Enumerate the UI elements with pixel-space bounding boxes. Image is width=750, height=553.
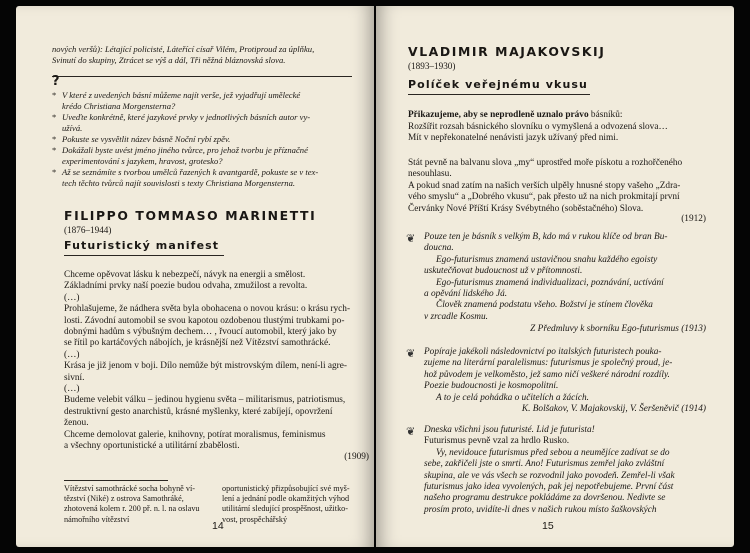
question-mark-icon: ? (52, 74, 60, 89)
author-name: VLADIMIR MAJAKOVSKIJ (408, 44, 606, 59)
author-name: FILIPPO TOMMASO MARINETTI (64, 208, 317, 223)
manifest-body-a: Rozšířit rozsah básnického slovníku o vymyšlená a odvozená slova… Mít v nepřekonatelné nenávisti jazyk užívaný před nimi. (408, 122, 668, 144)
quote-block-3: Dneska všichni jsou futuristé. Lid je futurista! Futurismus pevně vzal za hrdlo Rusko. Vy, nevidouce futurismus před sebou a neumějíce zadívat se do sebe, zakřičeli jste o smrti. Ano! Futurismus zemřel jako zvláštní skupina, ale ve vás všech se rozvodnil jako povodeň. Zemřel-li však futurismus jako idea vyvolených, pak jej nepotřebujeme. První část našeho programu destrukce pokládáme za dovršenou. Nedivte se prosím proto, uvidíte-li dnes v našich rukou místo šaškovských (424, 425, 675, 515)
right-page (376, 6, 734, 547)
left-page (16, 6, 374, 547)
footnote-divider (64, 480, 168, 481)
fleuron-icon: ❦ (406, 233, 416, 245)
question-item: * Až se seznámíte s tvorbou umělců řazených k avantgardě, pokuste se v tex- (52, 167, 318, 178)
question-item-cont: užívá. (62, 123, 83, 133)
quote-block-2: Popíraje jakékoli následovnictví po italských futuristech pouka- zujeme na literární paralelismus: futurismus je společný proud, je- hož původem je velkoměsto, jež samo ničí veškeré národní rozdíly. Poezie budoucnosti je kosmopolitní. A to je celá pohádka o učitelích a žácích. (424, 347, 673, 403)
year-note: (1912) (681, 214, 706, 224)
question-item: * V které z uvedených básní můžeme najít verše, jež vyjadřují umělecké (52, 90, 318, 101)
question-item: * Pokuste se vysvětlit název básně Noční rybí zpěv. (52, 134, 318, 145)
footnote-left: Vítězství samothrácké socha bohyně ví- tězství (Niké) z ostrova Samothráké, zhotovená kolem r. 200 př. n. l. na oslavu námořního vítězství (64, 484, 200, 524)
manifest-body-b: Stát pevně na balvanu slova „my“ uprostřed moře pískotu a rozhořčeného nesouhlasu. A pokud snad zatím na našich verších ulpěly hnusné stopy vašeho „Zdra- vého smyslu“ a „Dobrého vkusu“, pak přesto už na nich prokmitají první Červánky Nové Příští Krásy Svébytného (soběstačného) Slova. (408, 158, 683, 214)
question-list (52, 90, 318, 189)
author-dates: (1876–1944) (64, 225, 112, 235)
piece-title: Políček veřejnému vkusu (408, 78, 588, 91)
author-dates: (1893–1930) (408, 61, 456, 71)
lead-line: Přikazujeme, aby se neprodleně uznalo právo básníků: (408, 110, 623, 120)
title-underline (64, 255, 224, 256)
question-item: * Dokážali byste uvést jméno jiného tvůrce, pro jehož tvorbu je příznačné (52, 145, 318, 156)
question-item-cont: krédo Christiana Morgensterna? (62, 101, 176, 111)
quote-source-2: K. Bolšakov, V. Majakovskij, V. Šeršeněvič (1914) (521, 404, 706, 414)
page-number: 14 (212, 520, 224, 532)
page-number: 15 (542, 520, 554, 532)
piece-title: Futuristický manifest (64, 239, 220, 252)
question-item-cont: experimentování s jazykem, hravost, grotesko? (62, 156, 223, 166)
section-divider (52, 76, 352, 77)
intro-text: nových veršů): Létající policisté, Láteřící císař Vilém, Protiproud za úplňku, Svinutí do skupiny, Ztrácet se výš a dál, Tři něžná bláznovská slova. (52, 44, 315, 65)
quote-block-1: Pouze ten je básník s velkým B, kdo má v rukou klíče od bran Bu- doucna. Ego-futurismus znamená ustavičnou snahu každého egoisty uskutečňovat budoucnost už v přítomnosti. Ego-futurismus znamená individualizaci, poznávání, uctívání a opěvání lidského Já. Člověk znamená podstatu všeho. Božství je stínem člověka v zrcadle Kosmu. (424, 232, 668, 322)
manifest-body: Chceme opěvovat lásku k nebezpečí, návyk na energii a smělost. Základními prvky naší poezie budou odvaha, zmužilost a revolta. (…) Prohlašujeme, že nádhera světa byla obohacena o novou krásu: o krásu rych- losti. Závodní automobil se svou kapotou ozdobenou tlustými trubkami po- dobnými hadům s výbušným dechem… , řvoucí automobil, který jako by se řítil po kartáčových nábojích, je krásnější než Vítězství samothrácké. (…) Krása je již jenom v boji. Dílo nemůže být mistrovským dílem, není-li agre- sivní. (…) Budeme velebit válku – jedinou hygienu světa – militarismus, patriotismus, destruktivní gesto anarchistů, krásné myšlenky, které zabíjejí, opovržení ženou. Chceme demolovat galerie, knihovny, potírat moralismus, feminismus a všechny oportunistické a utilitární zbabělosti. (64, 270, 351, 452)
title-underline (408, 94, 590, 95)
footnote-right: oportunistický přizpůsobující své myš- lení a jednání podle okamžitých výhod utilitární sledující prospěšnost, užitko- vost, prospěchářský (222, 484, 350, 524)
quote-source-1: Z Předmluvy k sborníku Ego-futurismus (1913) (530, 324, 706, 334)
question-item: * Uveďte konkrétně, které jazykové prvky v jednotlivých básních autor vy- (52, 112, 318, 123)
fleuron-icon: ❦ (406, 426, 416, 438)
year-note: (1909) (344, 452, 369, 462)
question-item-cont: tech těchto tvůrců najít souvislosti s texty Christiana Morgensterna. (62, 178, 296, 188)
fleuron-icon: ❦ (406, 348, 416, 360)
